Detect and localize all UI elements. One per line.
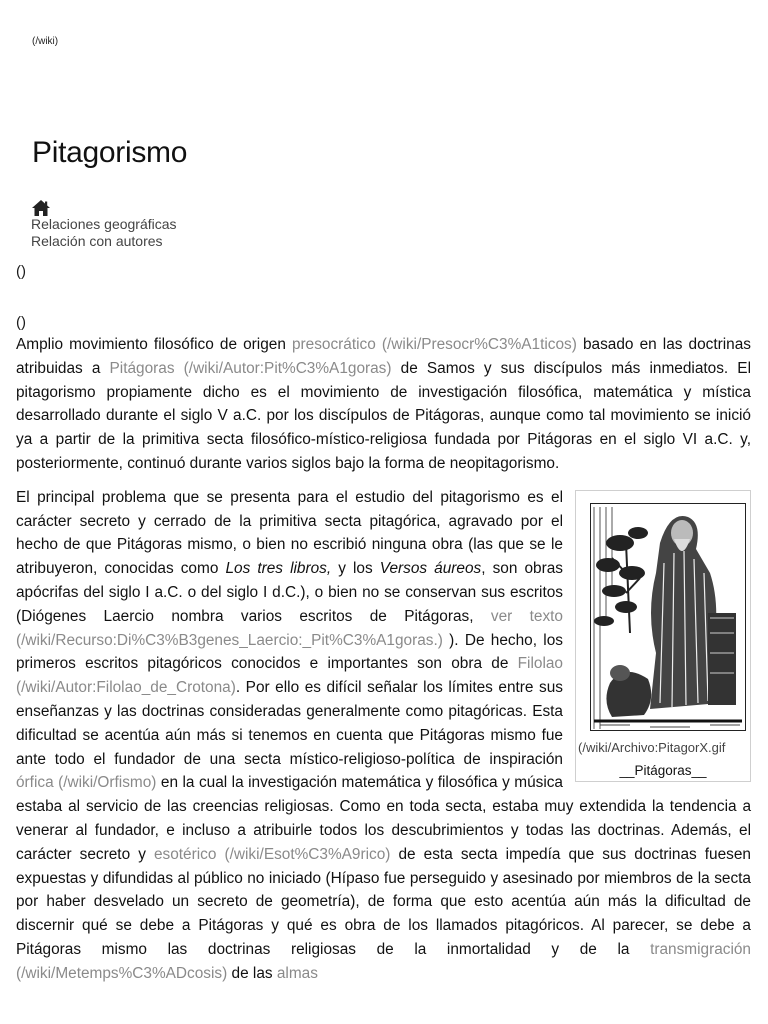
home-icon[interactable] <box>31 199 51 217</box>
link-filolao[interactable]: Filolao (/wiki/Autor:Filolao_de_Crotona) <box>16 655 563 697</box>
link-presocraticos[interactable]: presocrático (/wiki/Presocr%C3%A1ticos) <box>291 336 577 353</box>
title-los-tres-libros: Los tres libros, <box>225 560 332 578</box>
title-versos-aureos: Versos áureos <box>379 560 482 578</box>
intro-paragraph: Amplio movimiento filosófico de origen presocrático (/wiki/Presocr%C3%A1ticos) basado en las doctrinas atribuidas a Pitágoras (/wiki/Autor:Pit%C3%A1goras) de Samos y sus discípulos más inmediatos. El pitagorismo propiamente dicho es el movimiento de investigación filosófica, matemática y mística desarrollado durante el siglo V a.C. por los discípulos de Pitágoras, aunque como tal movimiento se inició ya a partir de la primitiva secta filosófico-místico-religiosa fundada por Pitágoras en el siglo VI a.C. y, posteriormente, continuó durante varios siglos bajo la forma de neopitagorismo. <box>16 336 751 472</box>
link-ver-texto[interactable]: ver texto (/wiki/Recurso:Di%C3%B3genes_Laercio:_Pit%C3%A1goras.) <box>16 607 563 649</box>
figure-caption: __Pitágoras__ <box>619 762 707 778</box>
pythagoras-figure <box>575 490 751 782</box>
related-nav <box>31 216 177 250</box>
figure-file-path[interactable]: (/wiki/Archivo:PitagorX.gif <box>578 739 726 755</box>
link-transmigracion[interactable]: transmigración (/wiki/Metemps%C3%ADcosis) <box>16 940 751 982</box>
article-body <box>16 333 751 996</box>
link-almas[interactable]: almas <box>276 964 318 982</box>
nav-item-geographic-relations[interactable]: Relaciones geográficas <box>31 216 177 232</box>
nav-item-author-relations[interactable]: Relación con autores <box>31 233 163 249</box>
link-pitagoras[interactable]: Pitágoras (/wiki/Autor:Pit%C3%A1goras) <box>109 359 392 377</box>
page-title: Pitagorismo <box>32 136 188 169</box>
link-esoterico[interactable]: esotérico (/wiki/Esot%C3%A9rico) <box>153 845 391 863</box>
main-paragraph: El principal problema que se presenta para el estudio del pitagorismo es el carácter secreto y cerrado de la primitiva secta pitagórica, agravado por el hecho de que Pitágoras mismo, o bien no escribió ninguna obra (las que se le atribuyeron, conocidas como Los tres libros, y los Versos áureos, son obras apócrifas del siglo I a.C. o del siglo I d.C.), o bien no se conservan sus escritos (Diógenes Laercio nombra varios escritos de Pitágoras, ver texto (/wiki/Recurso:Di%C3%B3genes_Laercio:_Pit%C3%A1goras.) ). De hecho, los primeros escritos pitagóricos conocidos e importantes son obra de Filolao (/wiki/Autor:Filolao_de_Crotona). Por ello es difícil señalar los límites entre sus enseñanzas y las doctrinas consideradas generalmente como pitagóricas. Esta dificultad se acentúa aún más si tenemos en cuenta que Pitágoras mismo fue ante todo el fundador de una secta místico-religioso-política de inspiración órfica (/wiki/Orfismo) en la cual la investigación matemática y filosófica y música estaba al servicio de las creencias religiosas. Como en toda secta, estaba muy extendida la tendencia a venerar al fundador, e incluso a atribuirle todos los descubrimientos y todas las doctrinas. Además, el carácter secreto y esotérico (/wiki/Esot%C3%A9rico) de esta secta impedía que sus doctrinas fuesen expuestas y difundidas al público no iniciado (Hípaso fue perseguido y asesinado por miembros de la secta por haber desvelado un secreto de geometría), de forma que esto acentúa aún más la dificultad de discernir qué se debe a Pitágoras y qué es obra de los llamados pitagóricos. Al parecer, se debe a Pitágoras mismo las doctrinas religiosas de la inmortalidad y de la transmigración (/wiki/Metemps%C3%ADcosis) de las almas <box>16 488 751 982</box>
empty-parentheses: () <box>16 314 26 331</box>
empty-parentheses: () <box>16 263 26 280</box>
link-orfica[interactable]: órfica (/wiki/Orfismo) <box>16 774 157 792</box>
pythagoras-engraving-image[interactable] <box>590 503 746 731</box>
wiki-home-link[interactable]: (/wiki) <box>32 36 59 47</box>
